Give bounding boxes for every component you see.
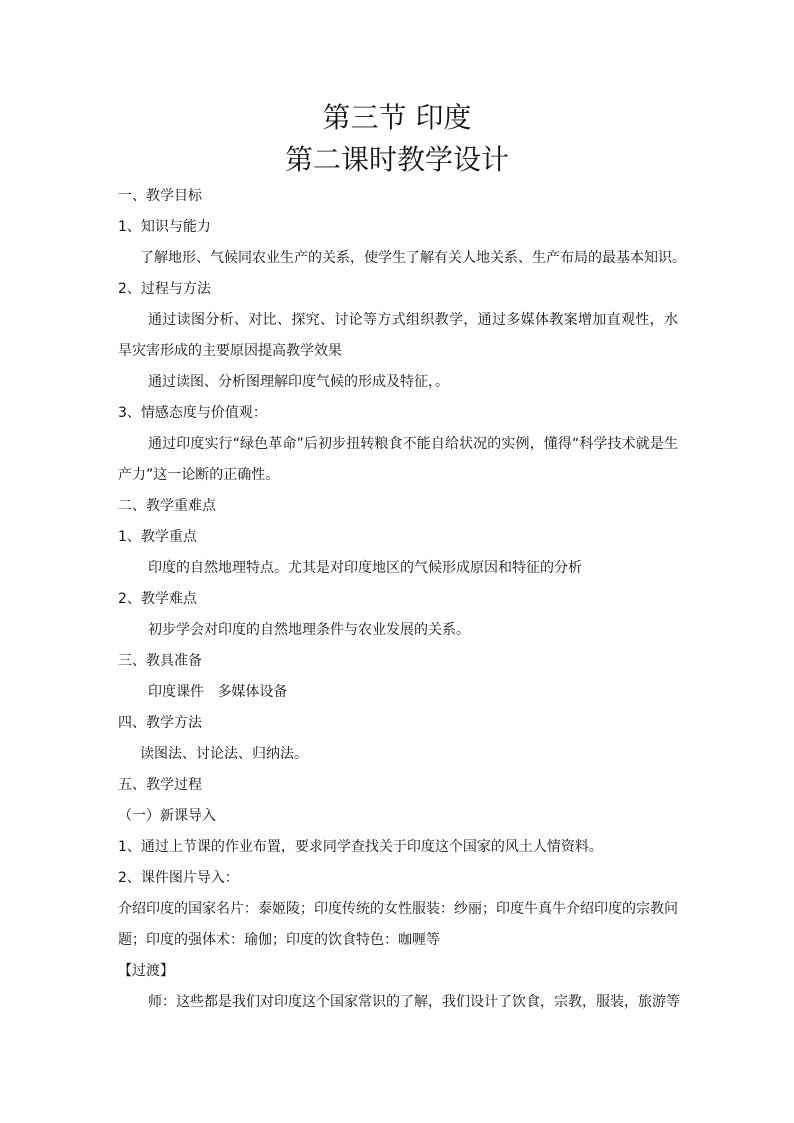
- section-heading-key-points: 二、教学重难点: [118, 498, 216, 514]
- paragraph-key-point: 印度的自然地理特点。尤其是对印度地区的气候形成原因和特征的分析: [148, 560, 582, 576]
- section-heading-materials: 三、教具准备: [118, 653, 202, 669]
- paragraph-intro-1: 1、通过上节课的作业布置，要求同学查找关于印度这个国家的风土人情资料。: [118, 839, 603, 855]
- subheading-process: 2、过程与方法: [118, 281, 211, 297]
- transition-label: 【过渡】: [118, 963, 174, 979]
- section-heading-objectives: 一、教学目标: [118, 188, 202, 204]
- subheading-attitude: 3、情感态度与价值观：: [118, 405, 267, 421]
- paragraph-attitude: 通过印度实行“绿色革命”后初步扭转粮食不能自给状况的实例，懂得“科学技术就是生产力”这一论断的正确性。: [118, 436, 678, 483]
- subheading-knowledge: 1、知识与能力: [118, 219, 211, 235]
- paragraph-intro-3: 介绍印度的国家名片：泰姬陵；印度传统的女性服装：纱丽；印度牛真牛介绍印度的宗教问题；印度的强体术：瑜伽；印度的饮食特色：咖喱等: [118, 901, 678, 948]
- paragraph-knowledge: 了解地形、气候同农业生产的关系，使学生了解有关人地关系、生产布局的最基本知识。: [140, 250, 686, 266]
- doc-subtitle: 第二课时教学设计: [284, 143, 509, 176]
- paragraph-materials: 印度课件 多媒体设备: [148, 684, 288, 700]
- paragraph-intro-2: 2、课件图片导入：: [118, 870, 239, 886]
- subheading-difficulty: 2、教学难点: [118, 591, 197, 607]
- paragraph-difficulty: 初步学会对印度的自然地理条件与农业发展的关系。: [148, 622, 470, 638]
- paragraph-process-2: 通过读图、分析图理解印度气候的形成及特征，。: [148, 374, 449, 390]
- paragraph-process: 通过读图分析、对比、探究、讨论等方式组织教学，通过多媒体教案增加直观性，水旱灾害形成的主要原因提高教学效果: [118, 312, 678, 359]
- section-heading-process: 五、教学过程: [118, 777, 202, 793]
- subheading-intro: （一）新课导入: [118, 808, 216, 824]
- paragraph-transition: 师：这些都是我们对印度这个国家常识的了解，我们设计了饮食，宗教，服装，旅游等: [148, 994, 680, 1010]
- paragraph-methods: 读图法、讨论法、归纳法。: [140, 746, 308, 762]
- subheading-key-point: 1、教学重点: [118, 529, 197, 545]
- doc-title: 第三节 印度: [322, 101, 472, 134]
- section-heading-methods: 四、教学方法: [118, 715, 202, 731]
